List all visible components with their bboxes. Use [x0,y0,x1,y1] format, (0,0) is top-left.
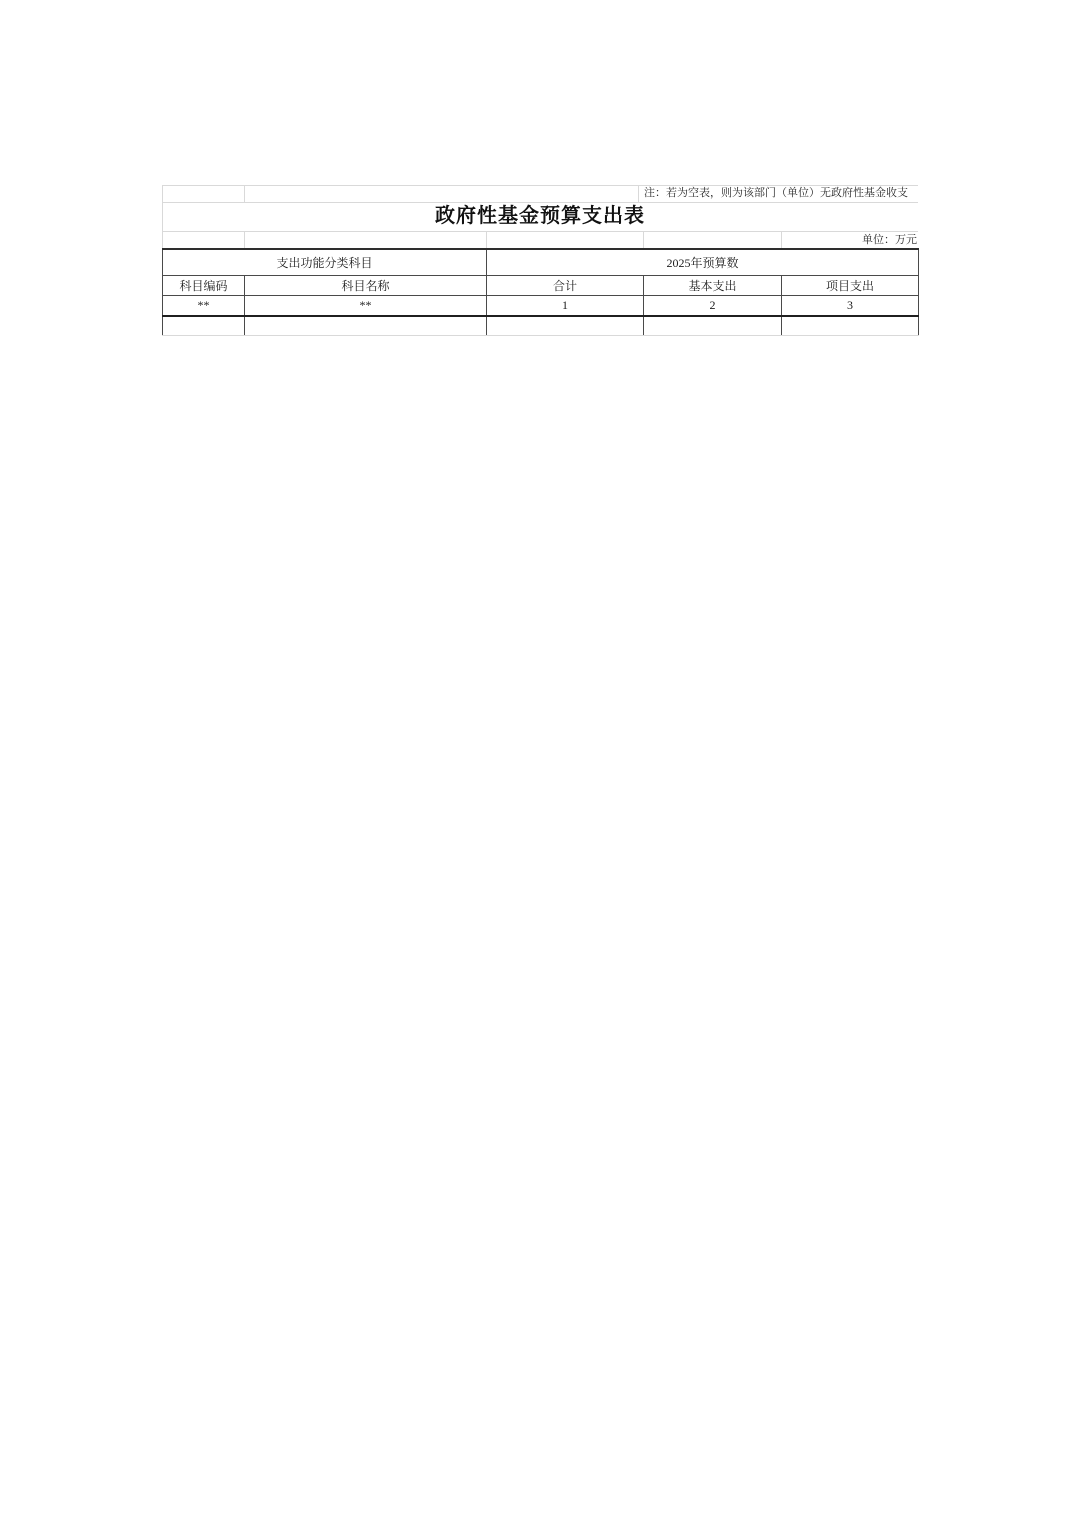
column-header-subject-name: 科目名称 [245,276,487,296]
column-header-total: 合计 [487,276,644,296]
column-header-row [163,276,919,296]
sheet-gridline [244,185,245,202]
data-cell: ** [245,296,487,317]
data-cell: 2 [644,296,782,317]
budget-table [162,248,919,336]
group-header-row [163,249,919,276]
data-cell [782,316,919,336]
sheet-gridline [162,231,918,232]
table-row [163,316,919,336]
group-header-budget-2025: 2025年预算数 [487,249,919,276]
data-cell: ** [163,296,245,317]
column-header-basic-expenditure: 基本支出 [644,276,782,296]
page-title: 政府性基金预算支出表 [435,205,645,227]
group-header-function-classification: 支出功能分类科目 [163,249,487,276]
sheet-gridline [638,185,639,202]
empty-table-note: 注：若为空表，则为该部门（单位）无政府性基金收支 [644,187,908,199]
data-cell [163,316,245,336]
data-cell [487,316,644,336]
table-row [163,296,919,317]
data-cell: 3 [782,296,919,317]
column-header-subject-code: 科目编码 [163,276,245,296]
column-header-project-expenditure: 项目支出 [782,276,919,296]
data-cell: 1 [487,296,644,317]
sheet-gridline [162,185,918,186]
data-cell [644,316,782,336]
data-cell [245,316,487,336]
unit-label: 单位：万元 [862,234,917,246]
